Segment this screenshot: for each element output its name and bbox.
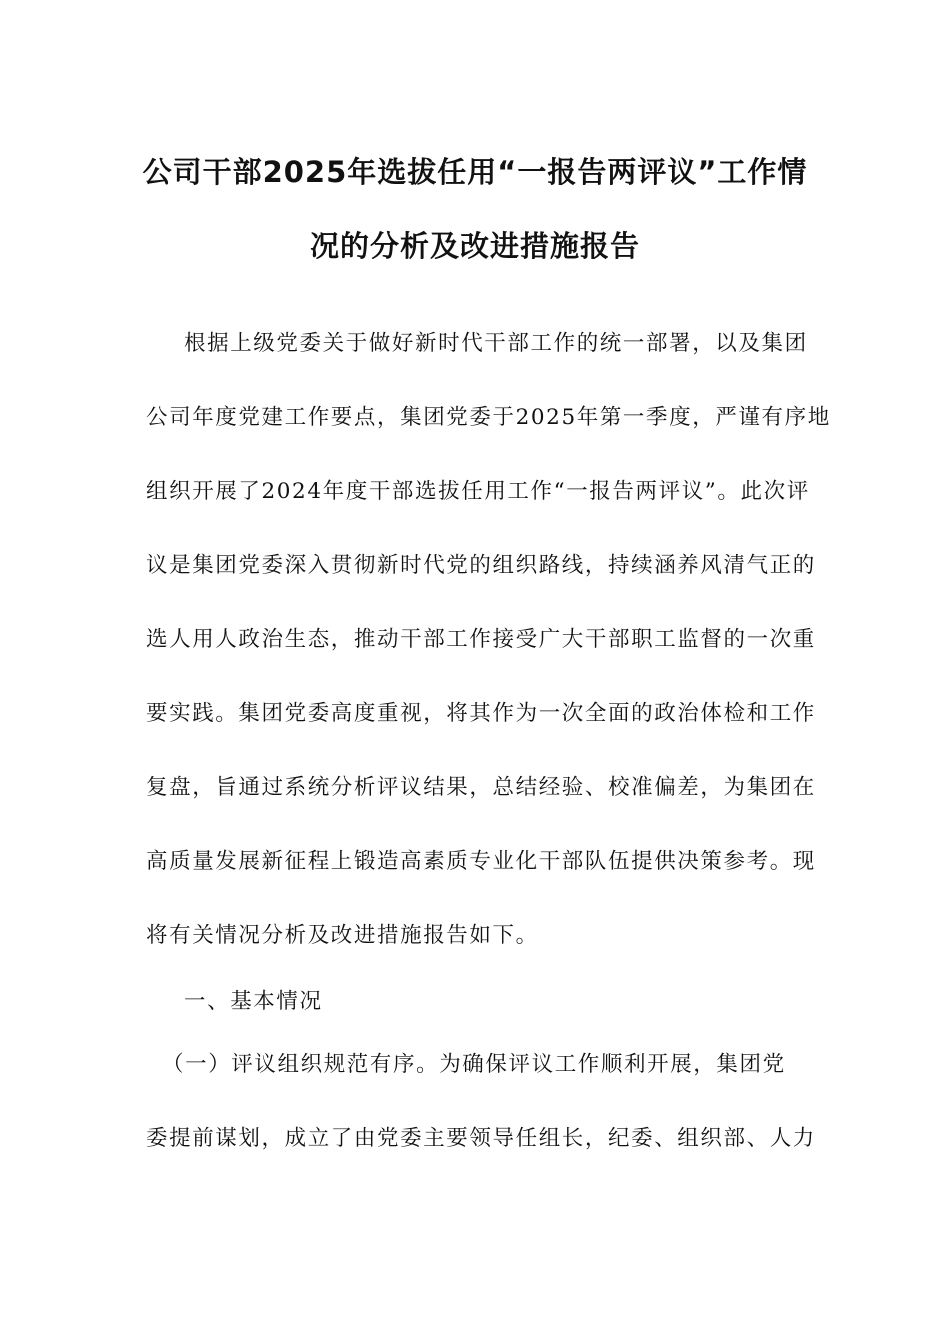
paragraph-line: 组织开展了2024年度干部选拔任用工作“一报告两评议”。此次评 <box>146 479 810 504</box>
paragraph-line: 根据上级党委关于做好新时代干部工作的统一部署，以及集团 <box>184 331 808 356</box>
section-heading: 一、基本情况 <box>184 989 323 1014</box>
paragraph-line: 将有关情况分析及改进措施报告如下。 <box>146 923 539 948</box>
document-title-line-1: 公司干部2025年选拔任用“一报告两评议”工作情 <box>142 155 808 189</box>
paragraph-line: 高质量发展新征程上锻造高素质专业化干部队伍提供决策参考。现 <box>146 849 816 874</box>
paragraph-line: 议是集团党委深入贯彻新时代党的组织路线，持续涵养风清气正的 <box>146 553 816 578</box>
document-title-line-2: 况的分析及改进措施报告 <box>309 229 640 263</box>
paragraph-line: 要实践。集团党委高度重视，将其作为一次全面的政治体检和工作 <box>146 701 816 726</box>
paragraph-line: 选人用人政治生态，推动干部工作接受广大干部职工监督的一次重 <box>146 627 816 652</box>
paragraph-line: 委提前谋划，成立了由党委主要领导任组长，纪委、组织部、人力 <box>146 1126 816 1151</box>
paragraph-line: （一）评议组织规范有序。为确保评议工作顺利开展，集团党 <box>162 1052 786 1077</box>
paragraph-line: 复盘，旨通过系统分析评议结果，总结经验、校准偏差，为集团在 <box>146 775 816 800</box>
paragraph-line: 公司年度党建工作要点，集团党委于2025年第一季度，严谨有序地 <box>146 405 831 430</box>
